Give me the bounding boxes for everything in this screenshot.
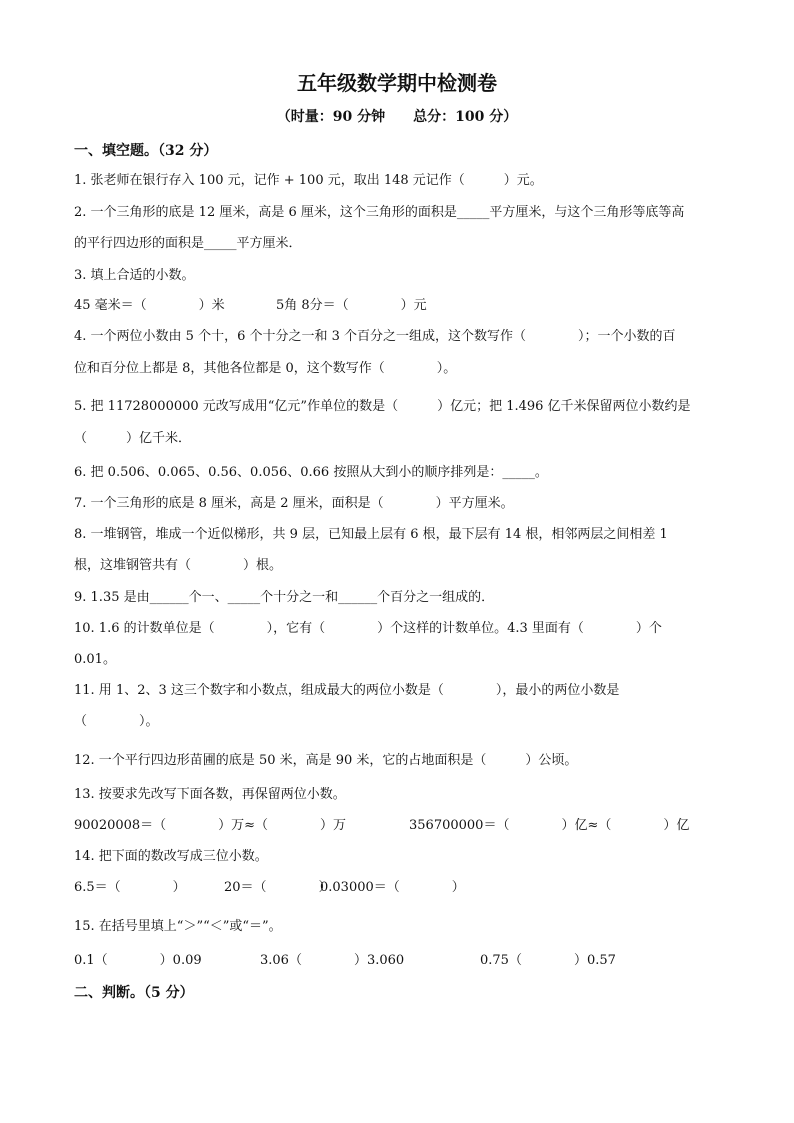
page-title: 五年级数学期中检测卷 xyxy=(297,71,497,95)
question-14-item-c: 0.03000＝（ ） xyxy=(320,880,465,895)
question-8-line-1: 8. 一堆钢管，堆成一个近似梯形，共 9 层，已知最上层有 6 根，最下层有 14 根，相邻两层之间相差 1 xyxy=(74,527,668,542)
question-15-item-b: 3.06（ ）3.060 xyxy=(260,953,405,968)
question-7: 7. 一个三角形的底是 8 厘米，高是 2 厘米，面积是（ ）平方厘米。 xyxy=(74,496,514,511)
section-heading-true-false: 二、判断。（5 分） xyxy=(74,985,194,1001)
question-15-item-a: 0.1（ ）0.09 xyxy=(74,953,202,968)
question-13-item-a: 90020008＝（ ）万≈（ ）万 xyxy=(74,818,347,833)
question-4-line-2: 位和百分位上都是 8，其他各位都是 0，这个数写作（ ）。 xyxy=(74,361,457,376)
question-15-item-c: 0.75（ ）0.57 xyxy=(480,953,616,968)
question-13-item-b: 356700000＝（ ）亿≈（ ）亿 xyxy=(409,818,690,833)
question-3-item-a: 45 毫米＝（ ）米 xyxy=(74,298,225,313)
question-5-line-1: 5. 把 11728000000 元改写成用“亿元”作单位的数是（ ）亿元；把 1.496 亿千米保留两位小数约是 xyxy=(74,399,691,414)
question-15: 15. 在括号里填上“＞”“＜”或“＝”。 xyxy=(74,919,282,934)
question-2-line-2: 的平行四边形的面积是_____平方厘米． xyxy=(74,236,302,251)
question-14: 14. 把下面的数改写成三位小数。 xyxy=(74,849,268,864)
question-14-item-a: 6.5＝（ ） xyxy=(74,880,186,895)
question-11-line-1: 11. 用 1、2、3 这三个数字和小数点，组成最大的两位小数是（ ），最小的两位小数是 xyxy=(74,683,620,698)
question-14-item-b: 20＝（ ） xyxy=(224,880,332,895)
question-10-line-2: 0.01。 xyxy=(74,652,116,667)
question-3-item-b: 5角 8分＝（ ）元 xyxy=(276,298,427,313)
question-5-line-2: （ ）亿千米． xyxy=(74,431,192,446)
question-9: 9. 1.35 是由______个一、_____个十分之一和______个百分之一组成的． xyxy=(74,590,495,605)
question-8-line-2: 根，这堆钢管共有（ ）根。 xyxy=(74,558,283,573)
section-heading-fill-in: 一、填空题。（32 分） xyxy=(74,143,218,159)
question-3: 3. 填上合适的小数。 xyxy=(74,268,195,283)
question-13: 13. 按要求先改写下面各数，再保留两位小数。 xyxy=(74,787,346,802)
question-12: 12. 一个平行四边形苗圃的底是 50 米，高是 90 米，它的占地面积是（ ）公顷。 xyxy=(74,753,578,768)
question-2-line-1: 2. 一个三角形的底是 12 厘米，高是 6 厘米，这个三角形的面积是_____平方厘米，与这个三角形等底等高 xyxy=(74,205,685,220)
page-subtitle: （时量：90 分钟 总分：100 分） xyxy=(276,109,518,125)
question-10-line-1: 10. 1.6 的计数单位是（ ），它有（ ）个这样的计数单位。4.3 里面有（ ）个 xyxy=(74,621,662,636)
question-11-line-2: （ ）。 xyxy=(74,714,159,729)
question-1: 1. 张老师在银行存入 100 元，记作 + 100 元，取出 148 元记作（ ）元。 xyxy=(74,173,543,188)
question-4-line-1: 4. 一个两位小数由 5 个十，6 个十分之一和 3 个百分之一组成，这个数写作（ ）；一个小数的百 xyxy=(74,329,676,344)
question-6: 6. 把 0.506、0.065、0.56、0.056、0.66 按照从大到小的顺序排列是：_____。 xyxy=(74,465,548,480)
